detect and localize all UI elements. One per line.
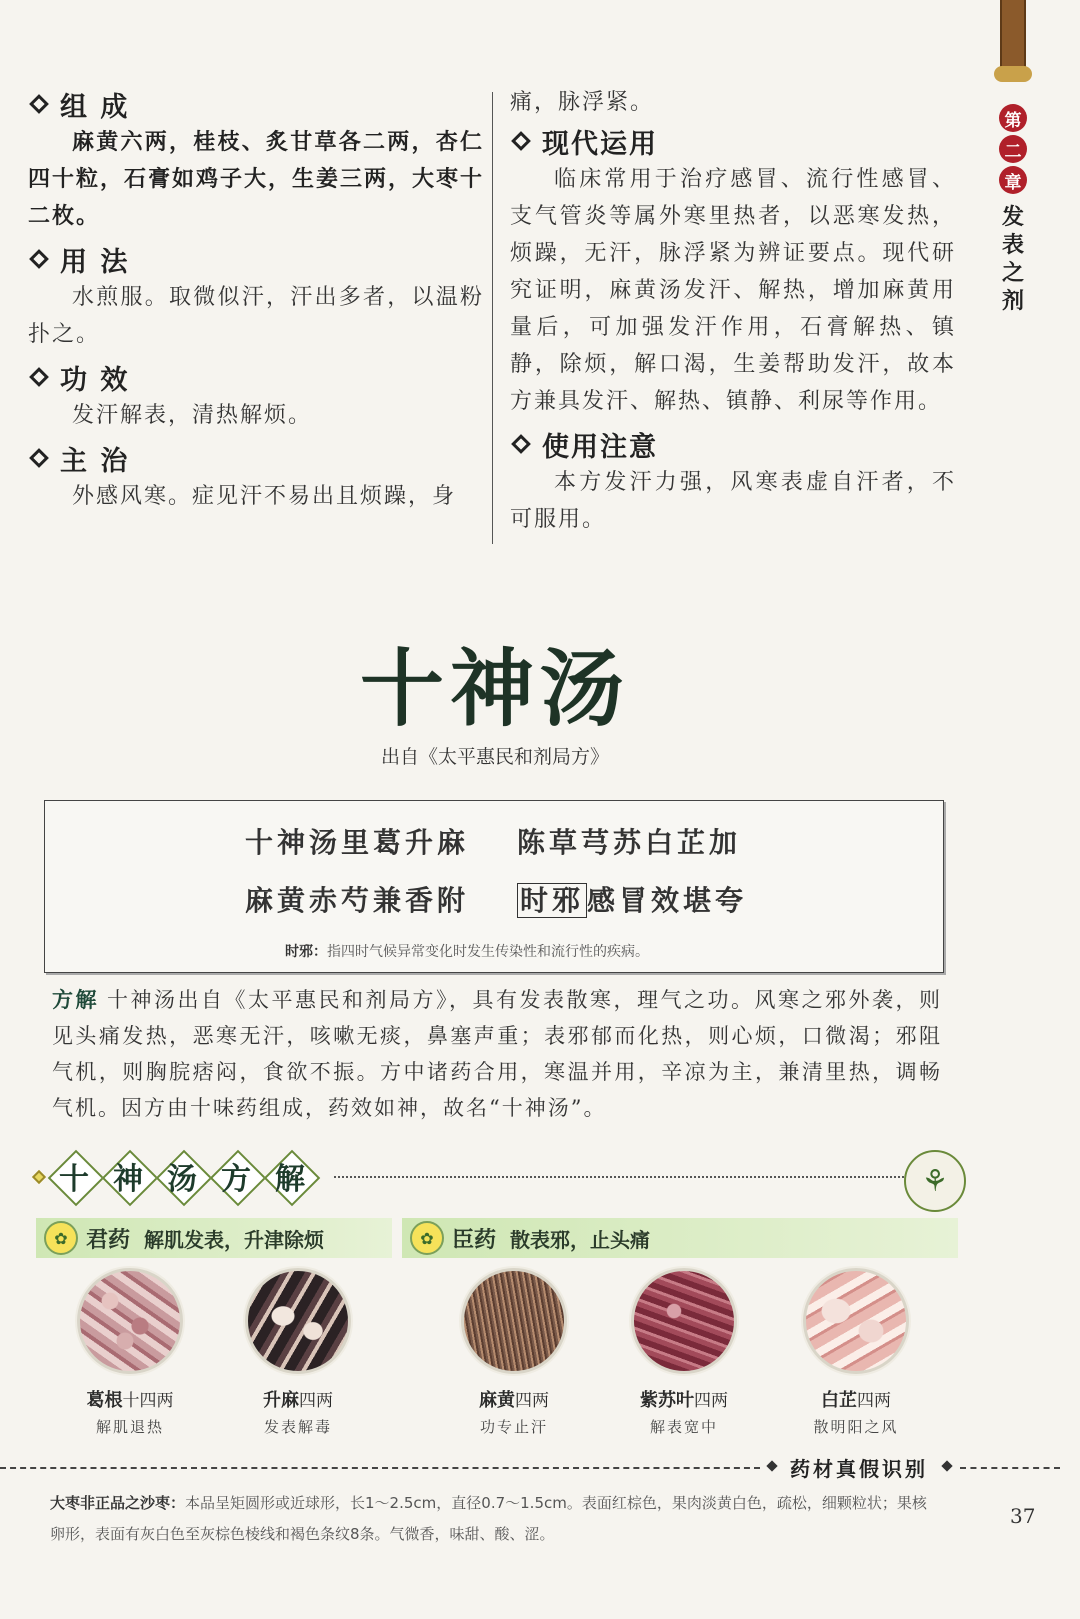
- indication-text: 外感风寒。症见汗不易出且烦躁，身: [72, 484, 457, 509]
- section-heading: [28, 84, 484, 124]
- banner-char: 解: [264, 1150, 316, 1202]
- herb-dose: 四两: [694, 1391, 728, 1411]
- chapter-char: 章: [999, 166, 1027, 194]
- herb-photo: [461, 1268, 567, 1374]
- heading-text: 功 效: [60, 364, 130, 396]
- footer-text: [50, 1488, 940, 1550]
- herb-photo: [245, 1268, 351, 1374]
- role-desc: 散表邪，止头痛: [510, 1227, 651, 1252]
- side-ornament-icon: [994, 66, 1032, 82]
- left-column: [28, 84, 484, 515]
- herb-item: [786, 1268, 926, 1437]
- note-text: 指四时气候异常变化时发生传染性和流行性的疾病。: [327, 944, 649, 960]
- herb-name: [60, 1386, 200, 1412]
- page-number: 37: [1010, 1504, 1036, 1528]
- section-banner: [34, 1150, 964, 1210]
- herb-name-text: 葛根: [86, 1390, 123, 1411]
- herb-effect: 解表宽中: [649, 1418, 718, 1436]
- section-heading: [510, 424, 956, 464]
- role-label: 君药: [86, 1227, 131, 1253]
- right-column: [510, 84, 956, 538]
- banner-dotted-line: [334, 1176, 924, 1178]
- section-heading: [28, 438, 484, 478]
- footer-divider: [0, 1467, 760, 1469]
- herb-name: [228, 1386, 368, 1412]
- herb-name-text: 白芷: [821, 1390, 857, 1411]
- verse-left: 十神汤里葛升麻: [245, 826, 470, 859]
- herb-dose: 四两: [299, 1391, 333, 1411]
- formula-explanation: [52, 982, 942, 1126]
- role-desc: 解肌发表，升津除烦: [144, 1227, 325, 1252]
- verse-right-rest: 感冒效堪夸: [587, 884, 748, 917]
- herb-name: [786, 1386, 926, 1412]
- herb-name: [444, 1386, 584, 1412]
- flower-icon: ✿: [410, 1221, 444, 1255]
- herb-name-text: 升麻: [263, 1390, 299, 1411]
- herb-dose: 四两: [857, 1391, 891, 1411]
- chapter-char: 二: [999, 135, 1027, 163]
- section-heading: [510, 121, 956, 161]
- explanation-lead: 方解: [52, 987, 99, 1012]
- herb-name-text: 麻黄: [479, 1390, 515, 1411]
- banner-char: 神: [102, 1150, 154, 1202]
- footer-diamond-icon: [766, 1460, 777, 1471]
- herb-item: [444, 1268, 584, 1437]
- footer-body: 本品呈矩圆形或近球形，长1～2.5cm，直径0.7～1.5cm。表面红棕色，果肉淡黄白色，疏松，细颗粒状；果核卵形，表面有灰白色至灰棕色棱线和褐色条纹8条。气微香，味甜、酸、涩。: [50, 1494, 927, 1543]
- herb-effect: 散明阳之风: [813, 1418, 899, 1436]
- banner-char: 汤: [156, 1150, 208, 1202]
- heading-text: 主 治: [60, 445, 130, 477]
- diamond-bullet-icon: [29, 94, 49, 114]
- verse-right: 陈草芎苏白芷加: [517, 826, 742, 859]
- role-bar-monarch: [36, 1218, 392, 1258]
- herb-photo: [803, 1268, 909, 1374]
- efficacy-text: 发汗解表，清热解烦。: [72, 403, 313, 428]
- diamond-bullet-icon: [29, 367, 49, 387]
- herb-name: [614, 1386, 754, 1412]
- herb-name-text: 紫苏叶: [640, 1390, 694, 1411]
- verse-box: [44, 800, 944, 973]
- verse-right: [517, 879, 747, 919]
- diamond-bullet-icon: [29, 249, 49, 269]
- note-term: 时邪：: [285, 944, 327, 960]
- chapter-char: 第: [999, 104, 1027, 132]
- footer-title: 药材真假识别: [790, 1457, 928, 1481]
- herb-item: [228, 1268, 368, 1437]
- modern-use-text: 临床常用于治疗感冒、流行性感冒、支气管炎等属外寒里热者，以恶寒发热，烦躁，无汗，脉浮紧为辨证要点。现代研究证明，麻黄汤发汗、解热，增加麻黄用量后，可加强发汗作用，石膏解热、镇静，除烦，解口渴，生姜帮助发汗，故本方兼具发汗、解热、镇静、利尿等作用。: [510, 167, 956, 414]
- herb-effect: 解肌退热: [95, 1418, 164, 1436]
- usage-text: 水煎服。取微似汗，汗出多者，以温粉扑之。: [28, 285, 484, 347]
- highlighted-term: 时邪: [517, 883, 587, 918]
- heading-text: 现代运用: [542, 128, 658, 160]
- formula-title: 十神汤: [359, 639, 630, 738]
- herb-item: [614, 1268, 754, 1437]
- verse-left: 麻黄赤芍兼香附: [245, 884, 470, 917]
- chapter-title: 发表之剂: [1001, 204, 1024, 314]
- composition-text: 麻黄六两，桂枝、炙甘草各二两，杏仁四十粒，石膏如鸡子大，生姜三两，大枣十二枚。: [28, 129, 485, 229]
- diamond-bullet-icon: [511, 131, 531, 151]
- herb-photo: [631, 1268, 737, 1374]
- heading-text: 组 成: [60, 91, 130, 123]
- footer-diamond-icon: [941, 1460, 952, 1471]
- footer-term: 大枣非正品之沙枣：: [50, 1494, 186, 1512]
- herb-dose: 十四两: [122, 1391, 174, 1411]
- section-heading: [28, 357, 484, 397]
- chapter-tab: [996, 104, 1030, 315]
- heading-text: 使用注意: [542, 431, 658, 463]
- herb-item: [60, 1268, 200, 1437]
- herb-photo: [77, 1268, 183, 1374]
- banner-title: [48, 1150, 318, 1202]
- heading-text: 用 法: [60, 246, 130, 278]
- flower-icon: ✿: [44, 1221, 78, 1255]
- banner-tip-icon: [32, 1170, 46, 1184]
- formula-source: 出自《太平惠民和剂局方》: [380, 746, 609, 768]
- caution-text: 本方发汗力强，风寒表虚自汗者，不可服用。: [510, 470, 956, 532]
- herb-dose: 四两: [515, 1391, 549, 1411]
- diamond-bullet-icon: [511, 434, 531, 454]
- diamond-bullet-icon: [29, 448, 49, 468]
- column-divider: [492, 92, 493, 544]
- section-heading: [28, 239, 484, 279]
- herb-effect: 功专止汗: [479, 1418, 548, 1436]
- herb-effect: 发表解毒: [263, 1418, 332, 1436]
- indication-continuation: 痛，脉浮紧。: [510, 90, 655, 115]
- side-tab-bar: [1000, 0, 1026, 70]
- verse-note: [285, 941, 649, 961]
- role-label: 臣药: [452, 1227, 497, 1253]
- explanation-text: 十神汤出自《太平惠民和剂局方》，具有发表散寒，理气之功。风寒之邪外袭，则见头痛发热，恶寒无汗，咳嗽无痰，鼻塞声重；表邪郁而化热，则心烦，口微渴；邪阻气机，则胸脘痞闷，食欲不振。方中诸药合用，寒温并用，辛凉为主，兼清里热，调畅气机。因方由十味药组成，药效如神，故名“十神汤”。: [52, 988, 942, 1120]
- herb-plant-icon: ⚘: [904, 1150, 966, 1212]
- banner-char: 方: [210, 1150, 262, 1202]
- banner-char: 十: [48, 1150, 100, 1202]
- footer-divider: [960, 1467, 1060, 1469]
- role-bar-minister: [402, 1218, 958, 1258]
